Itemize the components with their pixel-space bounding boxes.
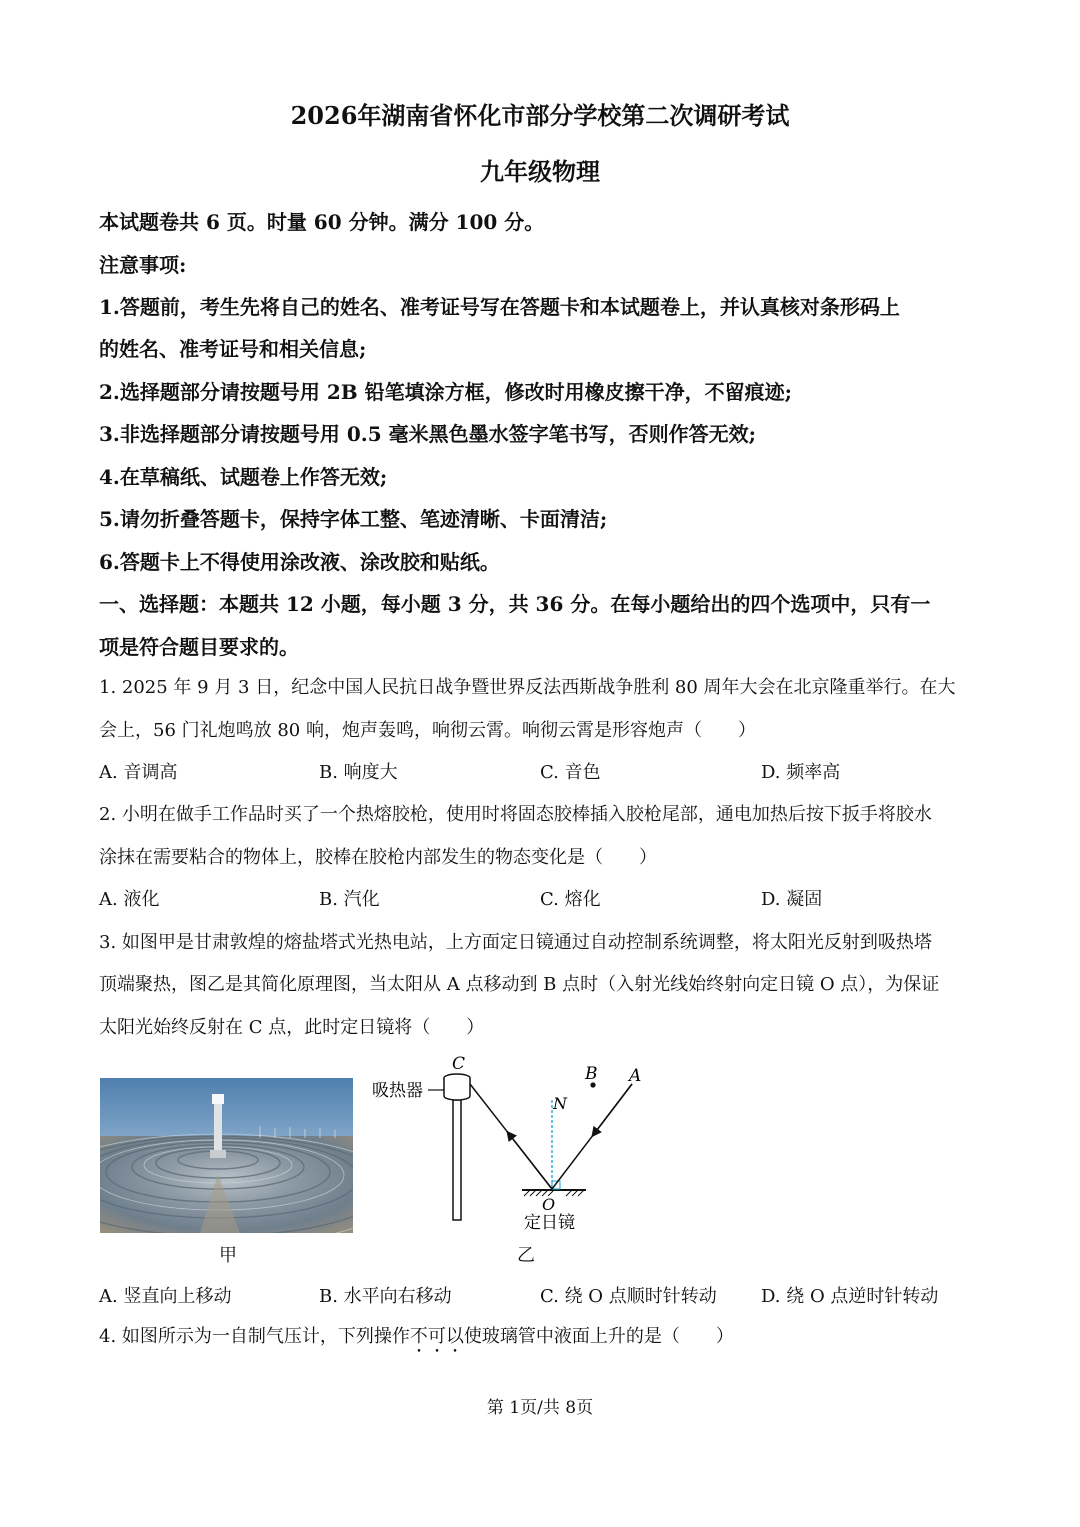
notice-item: 4.在草稿纸、试题卷上作答无效; [99,465,388,489]
exam-title: 2026年湖南省怀化市部分学校第二次调研考试 [290,101,790,130]
solar-station-photo [100,1078,353,1233]
label-mirror: 定日镜 [524,1213,575,1233]
question-3-text: 顶端聚热，图乙是其简化原理图，当太阳从 A 点移动到 B 点时（入射光线始终射向定日镜 O 点），为保证 [99,974,940,995]
question-3-text: 太阳光始终反射在 C 点，此时定日镜将（ ） [99,1017,485,1038]
question-3-text: 3. 如图甲是甘肃敦煌的熔盐塔式光热电站，上方面定日镜通过自动控制系统调整，将太阳光反射到吸热塔 [99,932,932,953]
label-b: B [585,1064,598,1084]
notice-title: 注意事项: [99,253,187,277]
notice-item: 1.答题前，考生先将自己的姓名、准考证号写在答题卡和本试题卷上，并认真核对条形码上 [99,295,900,319]
q2-option-b: B. 汽化 [319,889,380,910]
question-1-text: 1. 2025 年 9 月 3 日，纪念中国人民抗日战争暨世界反法西斯战争胜利 80 周年大会在北京隆重举行。在大 [99,677,956,698]
question-2-text: 涂抹在需要粘合的物体上，胶棒在胶枪内部发生的物态变化是（ ） [99,847,657,868]
notice-item: 6.答题卡上不得使用涂改液、涂改胶和贴纸。 [99,550,500,574]
q3-option-b: B. 水平向右移动 [319,1286,452,1307]
label-n: N [553,1094,567,1113]
absorber [444,1078,470,1100]
tower [453,1100,461,1220]
question-1-text: 会上，56 门礼炮鸣放 80 响，炮声轰鸣，响彻云霄。响彻云霄是形容炮声（ ） [99,720,756,741]
q1-option-a: A. 音调高 [99,762,178,783]
question-2-text: 2. 小明在做手工作品时买了一个热熔胶枪，使用时将固态胶棒插入胶枪尾部，通电加热后按下扳手将胶水 [99,804,932,825]
exam-subject: 九年级物理 [480,157,600,186]
label-a: A [629,1066,642,1086]
section-heading-cont: 项是符合题目要求的。 [99,635,299,659]
page-number: 第 1页/共 8页 [486,1398,594,1418]
q1-option-b: B. 响度大 [319,762,398,783]
q4-prefix: 4. 如图所示为一自制气压计，下列操作 [99,1326,410,1347]
q2-option-d: D. 凝固 [761,889,823,910]
exam-info: 本试题卷共 6 页。时量 60 分钟。满分 100 分。 [99,210,545,234]
label-c: C [452,1054,466,1074]
notice-item: 2.选择题部分请按题号用 2B 铅笔填涂方框，修改时用橡皮擦干净，不留痕迹; [99,380,793,404]
q1-option-c: C. 音色 [540,762,601,783]
q1-option-d: D. 频率高 [761,762,841,783]
reflection-diagram [370,1052,670,1237]
q4-suffix: 使玻璃管中液面上升的是（ ） [463,1326,734,1347]
label-absorber: 吸热器 [372,1081,423,1101]
figure-label-jia: 甲 [219,1245,237,1266]
figure-label-yi: 乙 [517,1245,535,1266]
q3-option-c: C. 绕 O 点顺时针转动 [540,1286,717,1307]
notice-item: 5.请勿折叠答题卡，保持字体工整、笔迹清晰、卡面清洁; [99,507,608,531]
q3-option-a: A. 竖直向上移动 [99,1286,232,1307]
notice-item: 3.非选择题部分请按题号用 0.5 毫米黑色墨水签字笔书写，否则作答无效; [99,422,756,446]
section-heading: 一、选择题：本题共 12 小题，每小题 3 分，共 36 分。在每小题给出的四个选项中，只有一 [99,592,931,616]
q2-option-a: A. 液化 [99,889,160,910]
question-4-text [99,1322,734,1357]
q3-option-d: D. 绕 O 点逆时针转动 [761,1286,939,1307]
label-o: O [542,1195,556,1214]
q2-option-c: C. 熔化 [540,889,601,910]
notice-item: 的姓名、准考证号和相关信息; [99,337,367,361]
q4-emphasis: 不可以 [409,1326,464,1347]
